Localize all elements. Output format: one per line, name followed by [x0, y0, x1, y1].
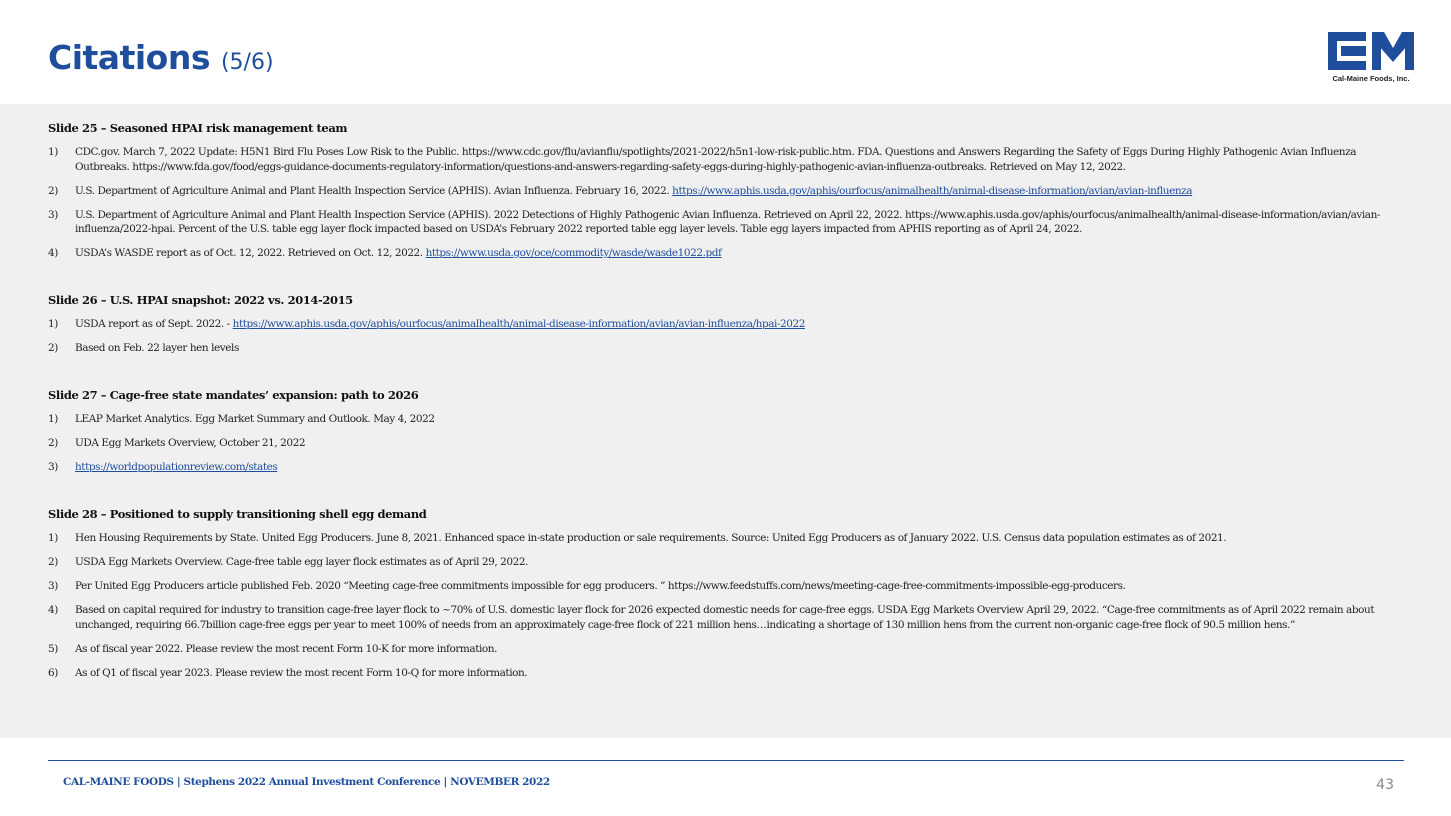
citation-item: [48, 460, 1408, 475]
citation-item: [48, 666, 1408, 681]
citation-number: 5): [48, 642, 58, 655]
citation-number: 3): [48, 461, 58, 473]
citation-text: As of Q1 of fiscal year 2023. Please review the most recent Form 10-Q for more information.: [75, 666, 528, 679]
citation-item: [48, 531, 1408, 546]
citation-item: [48, 246, 1408, 261]
citation-text: Based on capital required for industry to transition cage-free layer flock to ~70% of U.S. domestic layer flock for 2026 expected domestic needs for cage-free eggs. USDA Egg Markets Overview April 29, 2022. “Cage-free commitments as of April 2022 remain about unchanged, requiring 66.7billion cage-free eggs per year to meet 100% of needs from an approximately cage-free flock of 221 million hens…indicating a shortage of 130 million hens from the current non-organic cage-free flock of 90.5 million hens.”: [75, 604, 1375, 631]
citation-item: [48, 642, 1408, 657]
citation-text: Hen Housing Requirements by State. United Egg Producers. June 8, 2021. Enhanced space in-state production or sale requirements. Source: United Egg Producers as of January 2022. U.S. Census data population estimates as of 2021.: [75, 532, 1227, 544]
citation-item: [48, 145, 1408, 174]
citation-number: 1): [48, 413, 58, 425]
citation-number: 3): [48, 580, 58, 592]
section-title: Slide 27 – Cage-free state mandates’ expansion: path to 2026: [48, 388, 419, 402]
citation-link[interactable]: https://worldpopulationreview.com/states: [75, 461, 278, 473]
citation-text: Based on Feb. 22 layer hen levels: [75, 342, 239, 354]
section-title: Slide 28 – Positioned to supply transitioning shell egg demand: [48, 507, 427, 521]
citation-text: LEAP Market Analytics. Egg Market Summary and Outlook. May 4, 2022: [75, 413, 435, 425]
footer-divider: [48, 760, 1404, 761]
citation-item: [48, 208, 1408, 237]
citation-text: U.S. Department of Agriculture Animal and Plant Health Inspection Service (APHIS). 2022 Detections of Highly Pathogenic Avian Influenza. Retrieved on April 22, 2022. https://www.aphis.usda.gov/aphis/ourfocus/animalhealth/animal-disease-information/avian/avian-influenza/2022-hpai. Percent of the U.S. table egg layer flock impacted based on USDA’s February 2022 reported table egg layer levels. Table egg layers impacted from APHIS reporting as of April 24, 2022.: [75, 208, 1381, 235]
page-title: [48, 38, 274, 77]
citation-item: [48, 603, 1408, 632]
citation-item: [48, 184, 1408, 199]
citation-number: 2): [48, 184, 58, 197]
citation-text: U.S. Department of Agriculture Animal and Plant Health Inspection Service (APHIS). Avian Influenza. February 16, 2022.: [75, 184, 673, 197]
citation-number: 1): [48, 532, 58, 544]
section-slide-28: [48, 507, 1408, 690]
citation-number: 4): [48, 247, 58, 259]
citation-item: [48, 579, 1408, 594]
citation-number: 4): [48, 604, 58, 616]
citation-number: 6): [48, 666, 58, 679]
citation-item: [48, 317, 1408, 332]
citation-text: USDA Egg Markets Overview. Cage-free table egg layer flock estimates as of April 29, 2022.: [75, 556, 528, 568]
citation-text: CDC.gov. March 7, 2022 Update: H5N1 Bird Flu Poses Low Risk to the Public. https://www.cdc.gov/flu/avianflu/spotlights/2021-2022/h5n1-low-risk-public.htm. FDA. Questions and Answers Regarding the Safety of Eggs During Highly Pathogenic Avian Influenza Outbreaks. https://www.fda.gov/food/eggs-guidance-documents-regulatory-information/questions-and-answers-regarding-safety-eggs-during-highly-pathogenic-avian-influenza-outbreaks. Retrieved on May 12, 2022.: [75, 146, 1357, 173]
citation-item: [48, 341, 1408, 356]
citation-number: 2): [48, 437, 58, 449]
page-number: 43: [1376, 777, 1394, 793]
citation-item: [48, 436, 1408, 451]
section-slide-27: [48, 388, 1408, 484]
section-slide-26: [48, 293, 1408, 365]
slide-header: [0, 0, 1451, 104]
citation-text: USDA’s WASDE report as of Oct. 12, 2022. Retrieved on Oct. 12, 2022.: [75, 247, 426, 259]
citation-number: 3): [48, 208, 58, 221]
citation-text: USDA report as of Sept. 2022. -: [75, 318, 233, 330]
logo-caption: Cal-Maine Foods, Inc.: [1332, 74, 1410, 83]
citation-text: UDA Egg Markets Overview, October 21, 2022: [75, 437, 306, 449]
section-slide-25: [48, 121, 1408, 270]
citation-number: 2): [48, 556, 58, 568]
citation-link[interactable]: https://www.usda.gov/oce/commodity/wasde/wasde1022.pdf: [425, 247, 722, 259]
title-text: Citations: [48, 38, 210, 77]
citation-number: 2): [48, 342, 58, 354]
section-title: Slide 25 – Seasoned HPAI risk management team: [48, 121, 348, 135]
citation-number: 1): [48, 146, 58, 158]
citation-text: Per United Egg Producers article published Feb. 2020 “Meeting cage-free commitments impossible for egg producers. ” https://www.feedstuffs.com/news/meeting-cage-free-commitments-impossible-egg-producers.: [75, 580, 1126, 592]
citation-item: [48, 412, 1408, 427]
citation-text: As of fiscal year 2022. Please review the most recent Form 10-K for more information.: [75, 642, 497, 655]
title-subtitle: (5/6): [220, 50, 274, 75]
citation-link[interactable]: https://www.aphis.usda.gov/aphis/ourfocus/animalhealth/animal-disease-information/avian/avian-influenza/hpai-2022: [232, 318, 805, 330]
section-title: Slide 26 – U.S. HPAI snapshot: 2022 vs. 2014-2015: [48, 293, 353, 307]
citation-item: [48, 555, 1408, 570]
citation-number: 1): [48, 318, 58, 330]
citation-link[interactable]: https://www.aphis.usda.gov/aphis/ourfocus/animalhealth/animal-disease-information/avian/avian-influenza: [672, 184, 1193, 197]
footer-text: CAL-MAINE FOODS | Stephens 2022 Annual Investment Conference | NOVEMBER 2022: [63, 776, 550, 788]
